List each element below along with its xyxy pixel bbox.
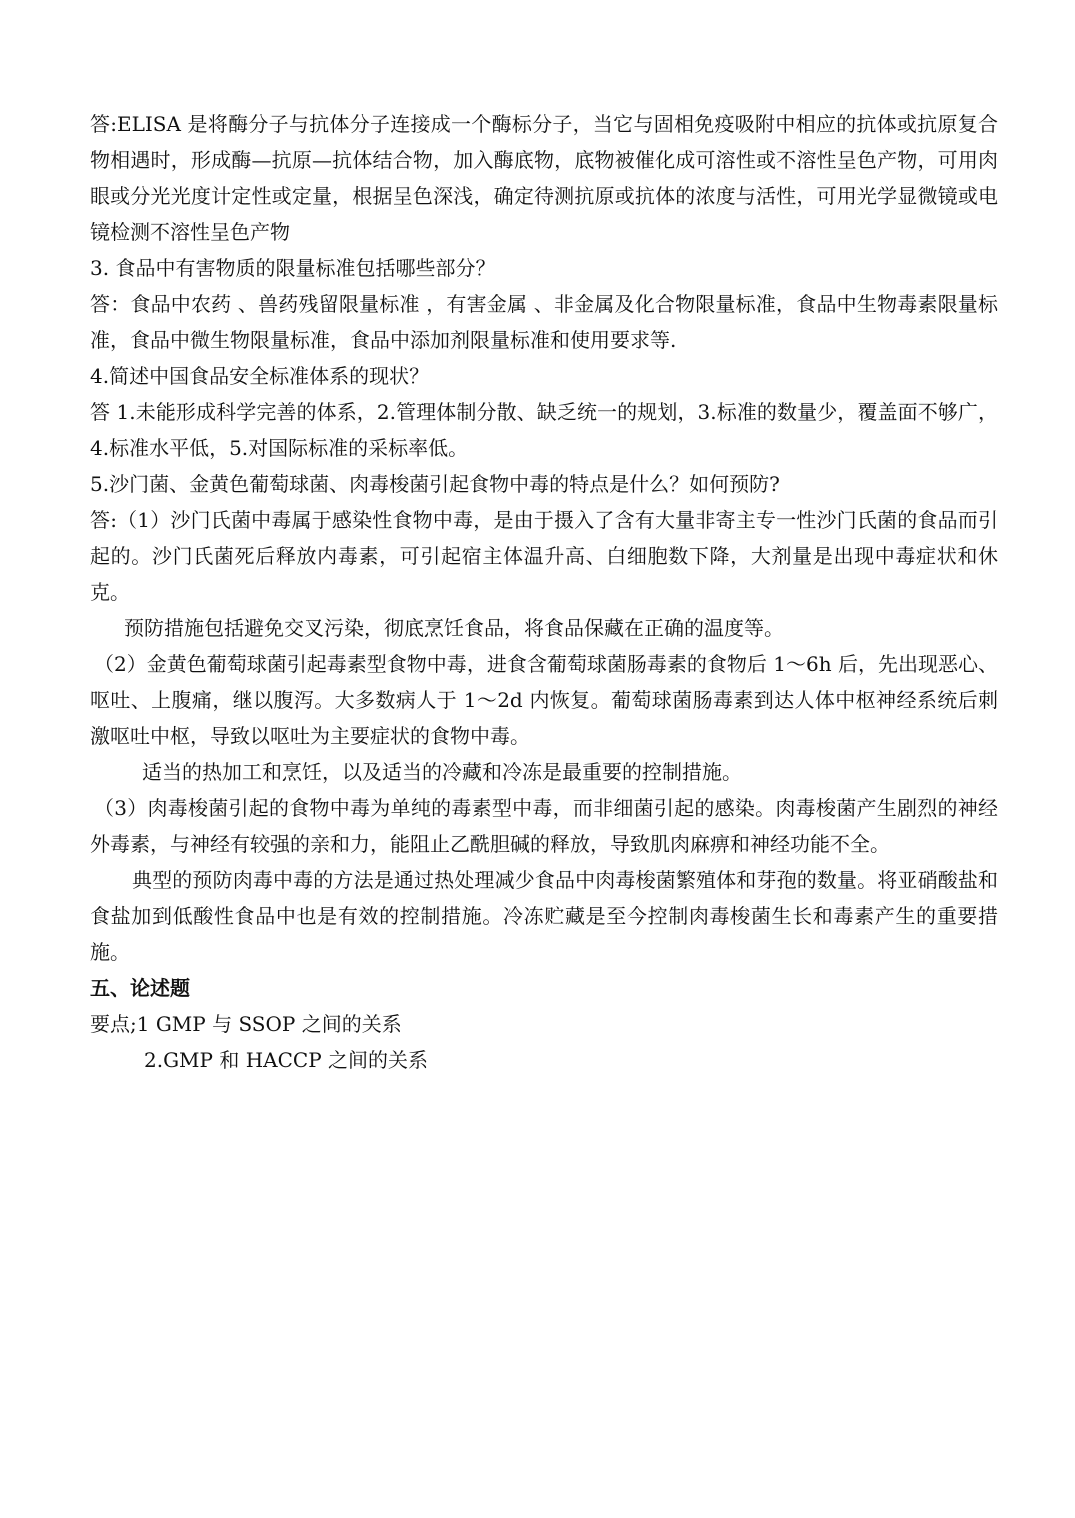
question-3: 3. 食品中有害物质的限量标准包括哪些部分？ <box>90 256 496 280</box>
answer-5-botulinum-prevention: 典型的预防肉毒中毒的方法是通过热处理减少食品中肉毒梭菌繁殖体和芽孢的数量。将亚硝酸盐和食盐加到低酸性食品中也是有效的控制措施。冷冻贮藏是至今控制肉毒梭菌生长和毒素产生的重要措施。 <box>90 868 998 964</box>
question-5: 5.沙门菌、金黄色葡萄球菌、肉毒梭菌引起食物中毒的特点是什么？如何预防? <box>90 472 780 496</box>
answer-3: 答：食品中农药 、兽药残留限量标准 ，有害金属 、非金属及化合物限量标准，食品中生物毒素限量标准，食品中微生物限量标准，食品中添加剂限量标准和使用要求等. <box>90 292 998 352</box>
section-5-heading: 五、论述题 <box>90 976 190 1000</box>
answer-4: 答 1.未能形成科学完善的体系，2.管理体制分散、缺乏统一的规划，3.标准的数量少，覆盖面不够广，4.标准水平低，5.对国际标准的采标率低。 <box>90 400 998 460</box>
document-body <box>90 106 998 1078</box>
answer-elisa: 答:ELISA 是将酶分子与抗体分子连接成一个酶标分子，当它与固相免疫吸附中相应的抗体或抗原复合物相遇时，形成酶—抗原—抗体结合物，加入酶底物，底物被催化成可溶性或不溶性呈色产物，可用肉眼或分光光度计定性或定量，根据呈色深浅，确定待测抗原或抗体的浓度与活性，可用光学显微镜或电镜检测不溶性呈色产物 <box>90 112 998 244</box>
question-4: 4.简述中国食品安全标准体系的现状？ <box>90 364 430 388</box>
answer-5-salmonella-prevention: 预防措施包括避免交叉污染，彻底烹饪食品，将食品保藏在正确的温度等。 <box>124 616 784 640</box>
answer-5-staphylococcus: （2）金黄色葡萄球菌引起毒素型食物中毒，进食含葡萄球菌肠毒素的食物后 1～6h 后，先出现恶心、呕吐、上腹痛，继以腹泻。大多数病人于 1～2d 内恢复。葡萄球菌肠毒素到达人体中枢神经系统后刺激呕吐中枢，导致以呕吐为主要症状的食物中毒。 <box>90 652 998 748</box>
answer-5-staphylococcus-prevention: 适当的热加工和烹饪，以及适当的冷藏和冷冻是最重要的控制措施。 <box>142 760 742 784</box>
answer-5-salmonella: 答:（1）沙门氏菌中毒属于感染性食物中毒，是由于摄入了含有大量非寄主专一性沙门氏菌的食品而引起的。沙门氏菌死后释放内毒素，可引起宿主体温升高、白细胞数下降，大剂量是出现中毒症状和休克。 <box>90 508 998 604</box>
key-point-1: 要点;1 GMP 与 SSOP 之间的关系 <box>90 1012 402 1036</box>
key-point-2: 2.GMP 和 HACCP 之间的关系 <box>144 1048 429 1072</box>
answer-5-botulinum: （3）肉毒梭菌引起的食物中毒为单纯的毒素型中毒，而非细菌引起的感染。肉毒梭菌产生剧烈的神经外毒素，与神经有较强的亲和力，能阻止乙酰胆碱的释放，导致肌肉麻痹和神经功能不全。 <box>90 796 998 856</box>
